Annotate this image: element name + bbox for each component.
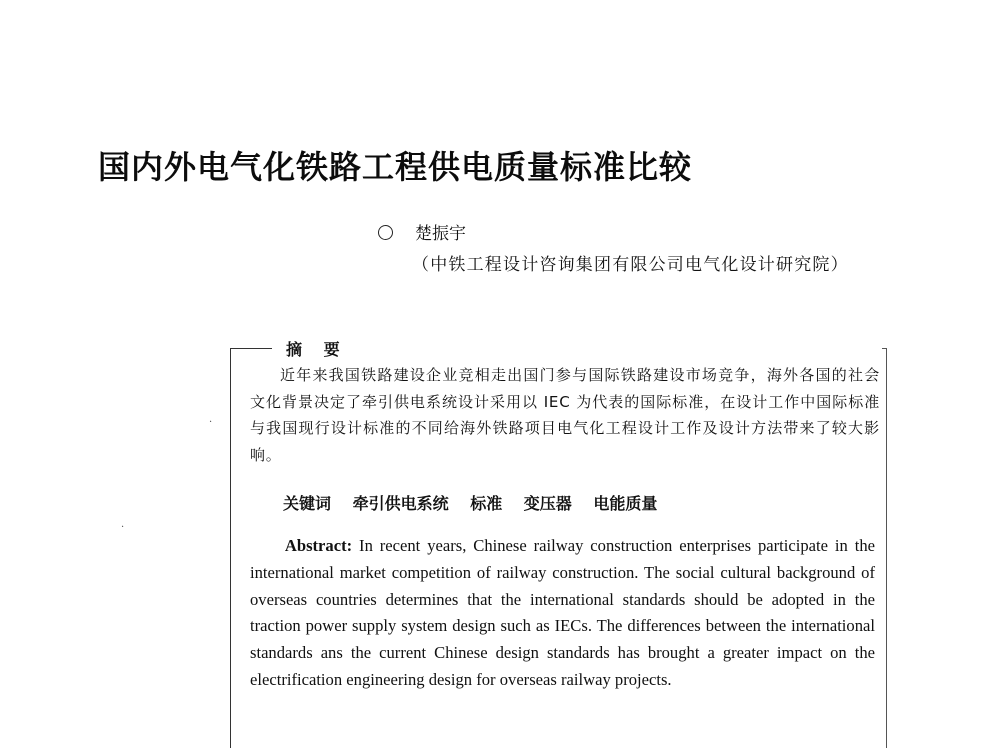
box-top-rule [230,348,272,349]
author-affiliation: （中铁工程设计咨询集团有限公司电气化设计研究院） [412,255,849,275]
author-marker-icon [378,225,393,240]
abstract-cn-heading: 摘 要 [286,340,348,359]
keywords-line [283,491,673,514]
keywords-label: 关键词 [283,494,332,513]
author-line [378,219,466,244]
abstract-en-colon: : [346,536,353,555]
abstract-en-body: In recent years, Chinese railway construction enterprises participate in the international market competition of railway construction. The social cultural background of overseas countries determines that the international standards should be adopted in the traction power supply system design such as IECs. The differences between the international standards ans the current Chinese design standards has brought a greater impact on the electrification engineering design for overseas railway projects. [250,536,875,689]
keyword-item: 牵引供电系统 [352,494,449,513]
box-left-rule [230,348,231,748]
abstract-cn-text: 近年来我国铁路建设企业竞相走出国门参与国际铁路建设市场竞争，海外各国的社会文化背景决定了牵引供电系统设计采用以 IEC 为代表的国际标准，在设计工作中国际标准与我国现行设计标准的不同给海外铁路项目电气化工程设计工作及设计方法带来了较大影响。 [250,366,880,464]
scan-speck: · [121,522,125,533]
box-right-tick [882,348,887,349]
author-name: 楚振宇 [415,224,466,244]
keyword-item: 标准 [470,494,503,513]
abstract-box [230,340,887,743]
keyword-item: 变压器 [523,494,572,513]
abstract-en-label: Abstract [284,536,347,555]
keyword-item: 电能质量 [593,494,658,513]
paper-title: 国内外电气化铁路工程供电质量标准比较 [98,148,693,186]
scan-speck: · [209,417,213,428]
abstract-en-text [250,533,875,694]
box-right-rule [886,348,887,748]
